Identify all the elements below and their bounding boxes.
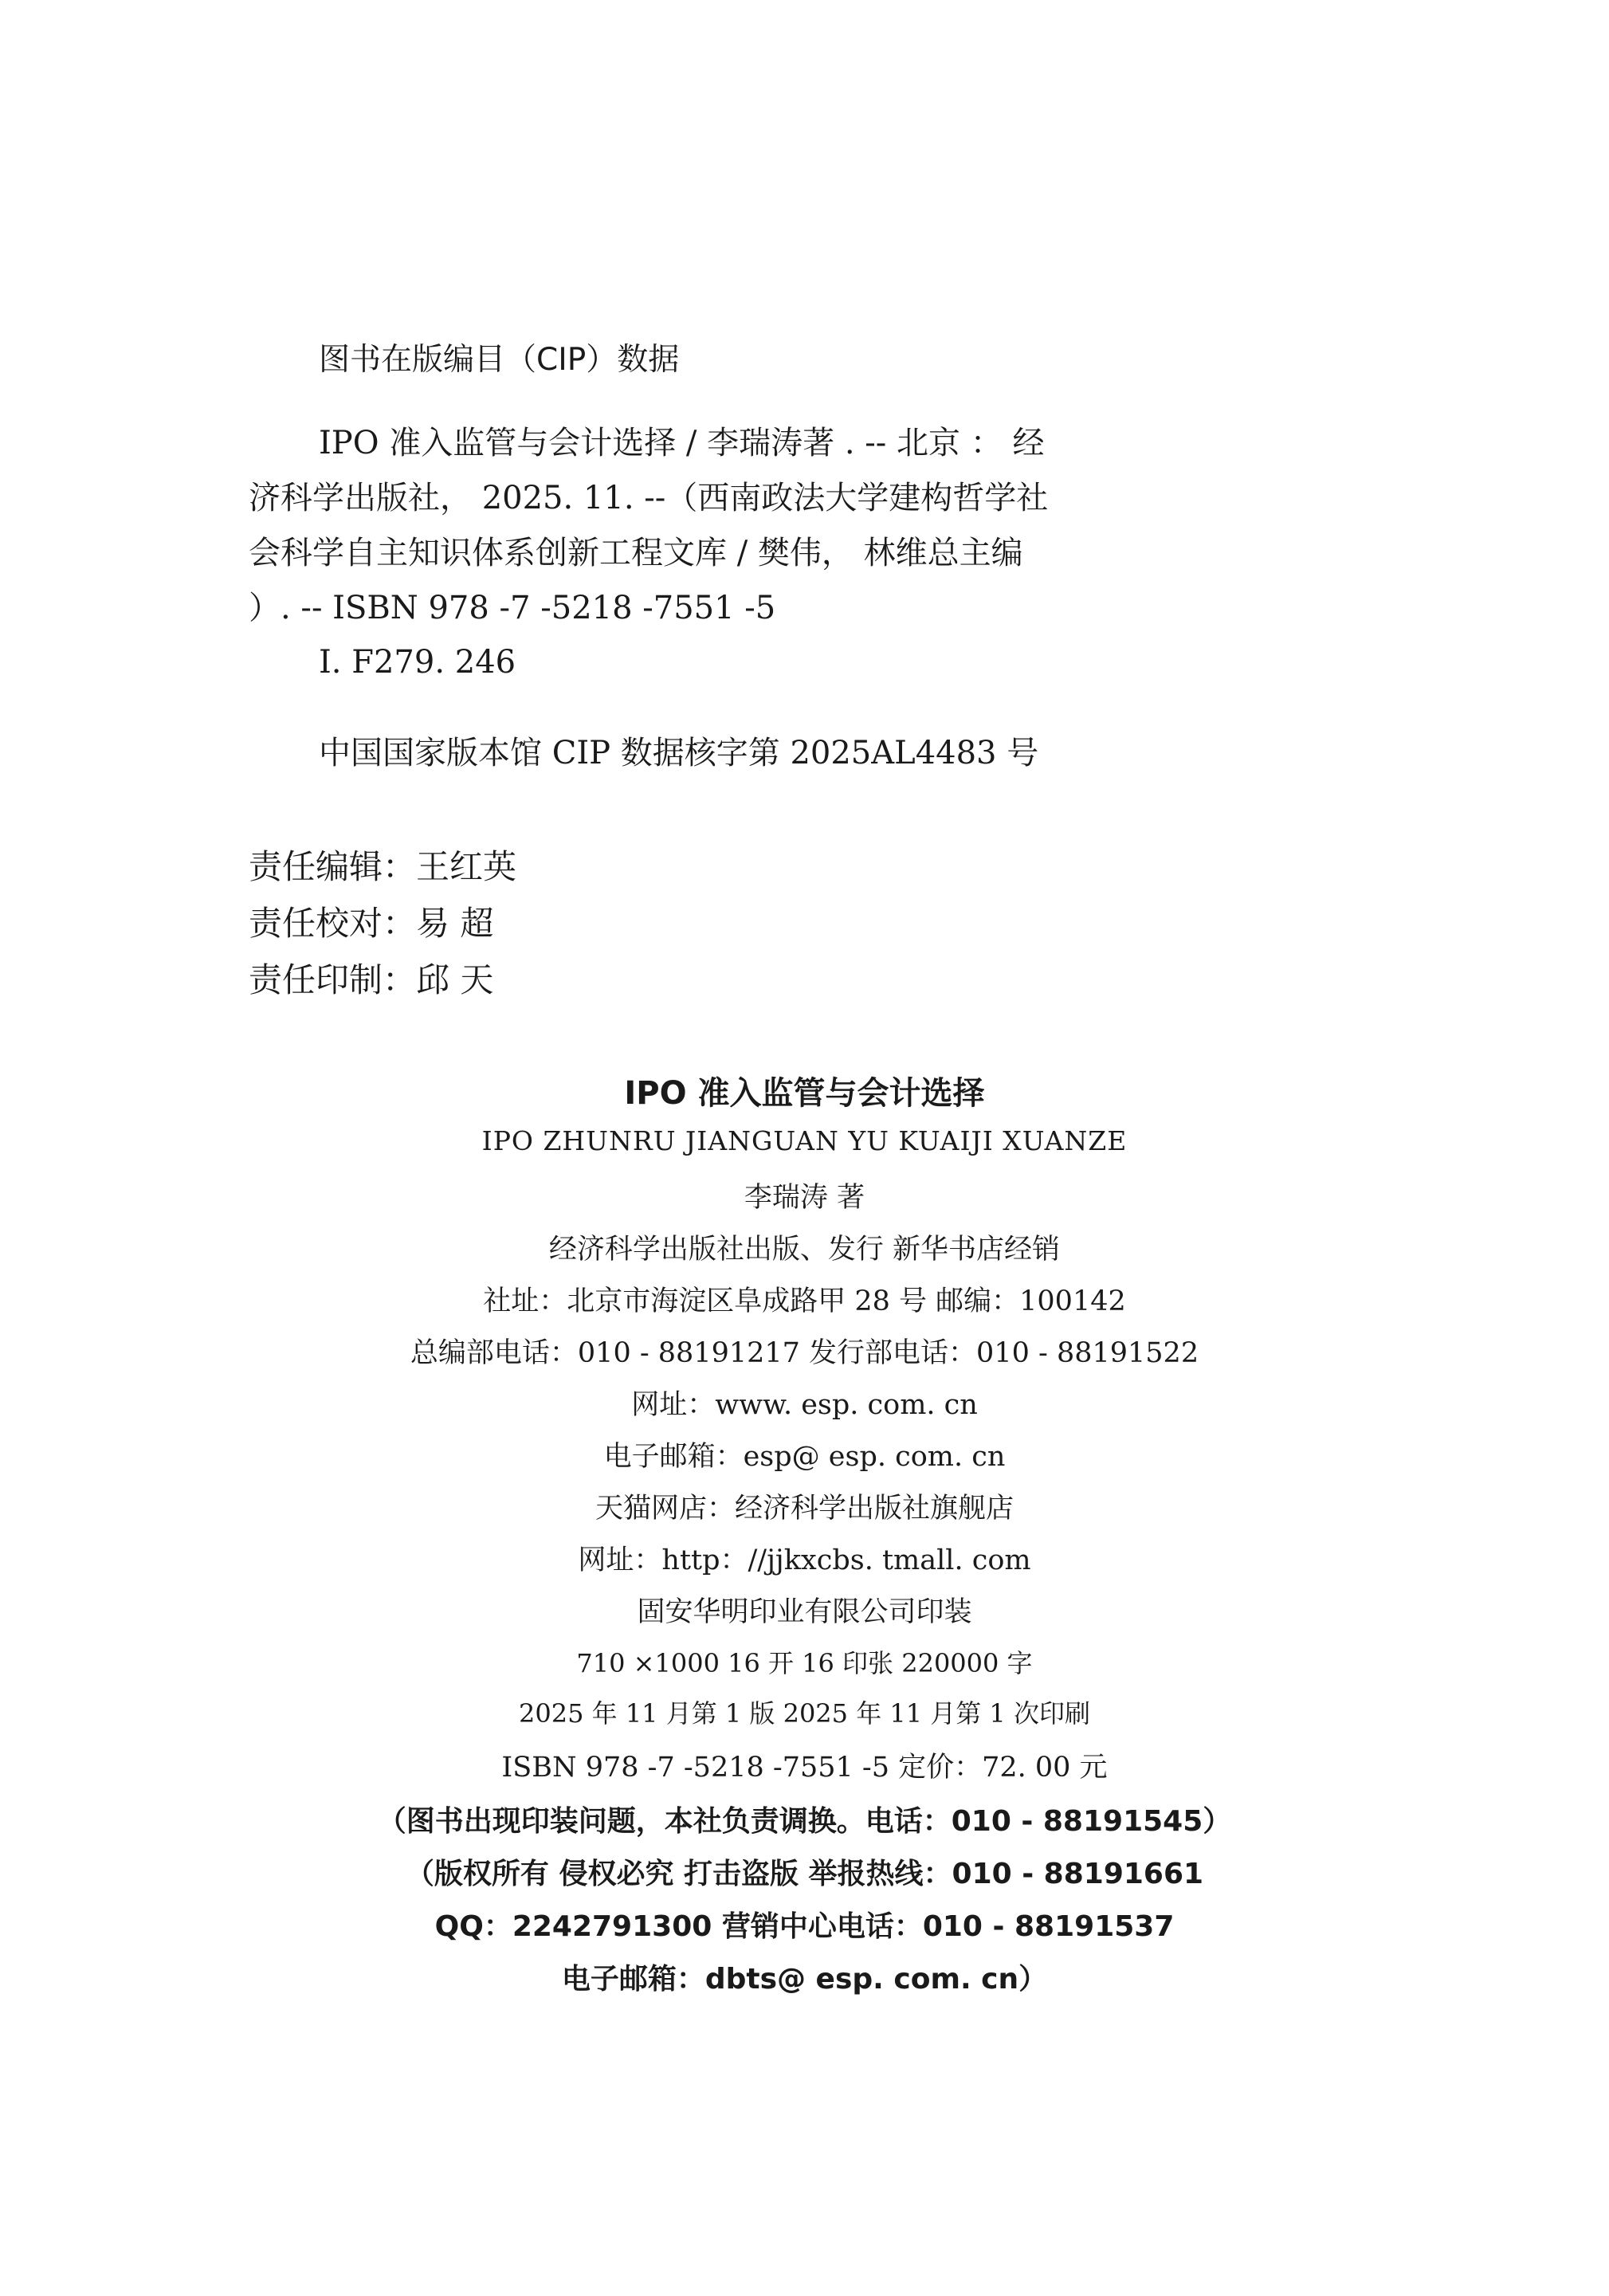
tmall-url: 网址：http：//jjkxcbs. tmall. com [578, 1544, 1031, 1576]
contact-qq-marketing: QQ：2242791300 营销中心电话：010 - 88191537 [434, 1910, 1175, 1943]
publisher-phones: 总编部电话：010 - 88191217 发行部电话：010 - 88191522 [410, 1337, 1199, 1369]
cip-classification: Ⅰ. F279. 246 [319, 644, 516, 681]
publisher-email: 电子邮箱：esp@ esp. com. cn [603, 1441, 1006, 1473]
responsible-editor: 责任编辑：王红英 [249, 847, 517, 886]
print-defect-notice: （图书出现印装问题，本社负责调换。电话：010 - 88191545） [377, 1805, 1232, 1838]
responsible-printing: 责任印制：邱 天 [249, 960, 494, 999]
book-title: IPO 准入监管与会计选择 [624, 1075, 985, 1112]
contact-email: 电子邮箱：dbts@ esp. com. cn） [561, 1963, 1048, 1996]
cip-record-line: 会科学自主知识体系创新工程文库 / 樊伟， 林维总主编 [249, 535, 1023, 571]
cip-heading: 图书在版编目（CIP）数据 [319, 342, 680, 378]
publisher-address: 社址：北京市海淀区阜成路甲 28 号 邮编：100142 [483, 1285, 1126, 1317]
isbn-price: ISBN 978 -7 -5218 -7551 -5 定价：72. 00 元 [501, 1752, 1108, 1784]
edition-info: 2025 年 11 月第 1 版 2025 年 11 月第 1 次印刷 [519, 1698, 1090, 1729]
cip-record-line: IPO 准入监管与会计选择 / 李瑞涛著 . -- 北京 ： 经 [319, 425, 1045, 461]
copyright-notice: （版权所有 侵权必究 打击盗版 举报热线：010 - 88191661 [405, 1858, 1204, 1890]
author: 李瑞涛 著 [744, 1182, 865, 1214]
cip-verification-number: 中国国家版本馆 CIP 数据核字第 2025AL4483 号 [319, 735, 1039, 771]
book-specs: 710 ×1000 16 开 16 印张 220000 字 [576, 1648, 1033, 1678]
responsible-proofreader: 责任校对：易 超 [249, 904, 494, 943]
printer: 固安华明印业有限公司印装 [637, 1596, 972, 1628]
cip-record-line: 济科学出版社， 2025. 11. --（西南政法大学建构哲学社 [249, 480, 1049, 516]
publisher-website: 网址：www. esp. com. cn [631, 1389, 978, 1421]
tmall-store: 天猫网店：经济科学出版社旗舰店 [595, 1493, 1014, 1525]
cip-record-line: ）. -- ISBN 978 -7 -5218 -7551 -5 [249, 590, 776, 626]
book-title-pinyin: IPO ZHUNRU JIANGUAN YU KUAIJI XUANZE [481, 1125, 1128, 1156]
publisher-line: 经济科学出版社出版、发行 新华书店经销 [548, 1234, 1061, 1266]
